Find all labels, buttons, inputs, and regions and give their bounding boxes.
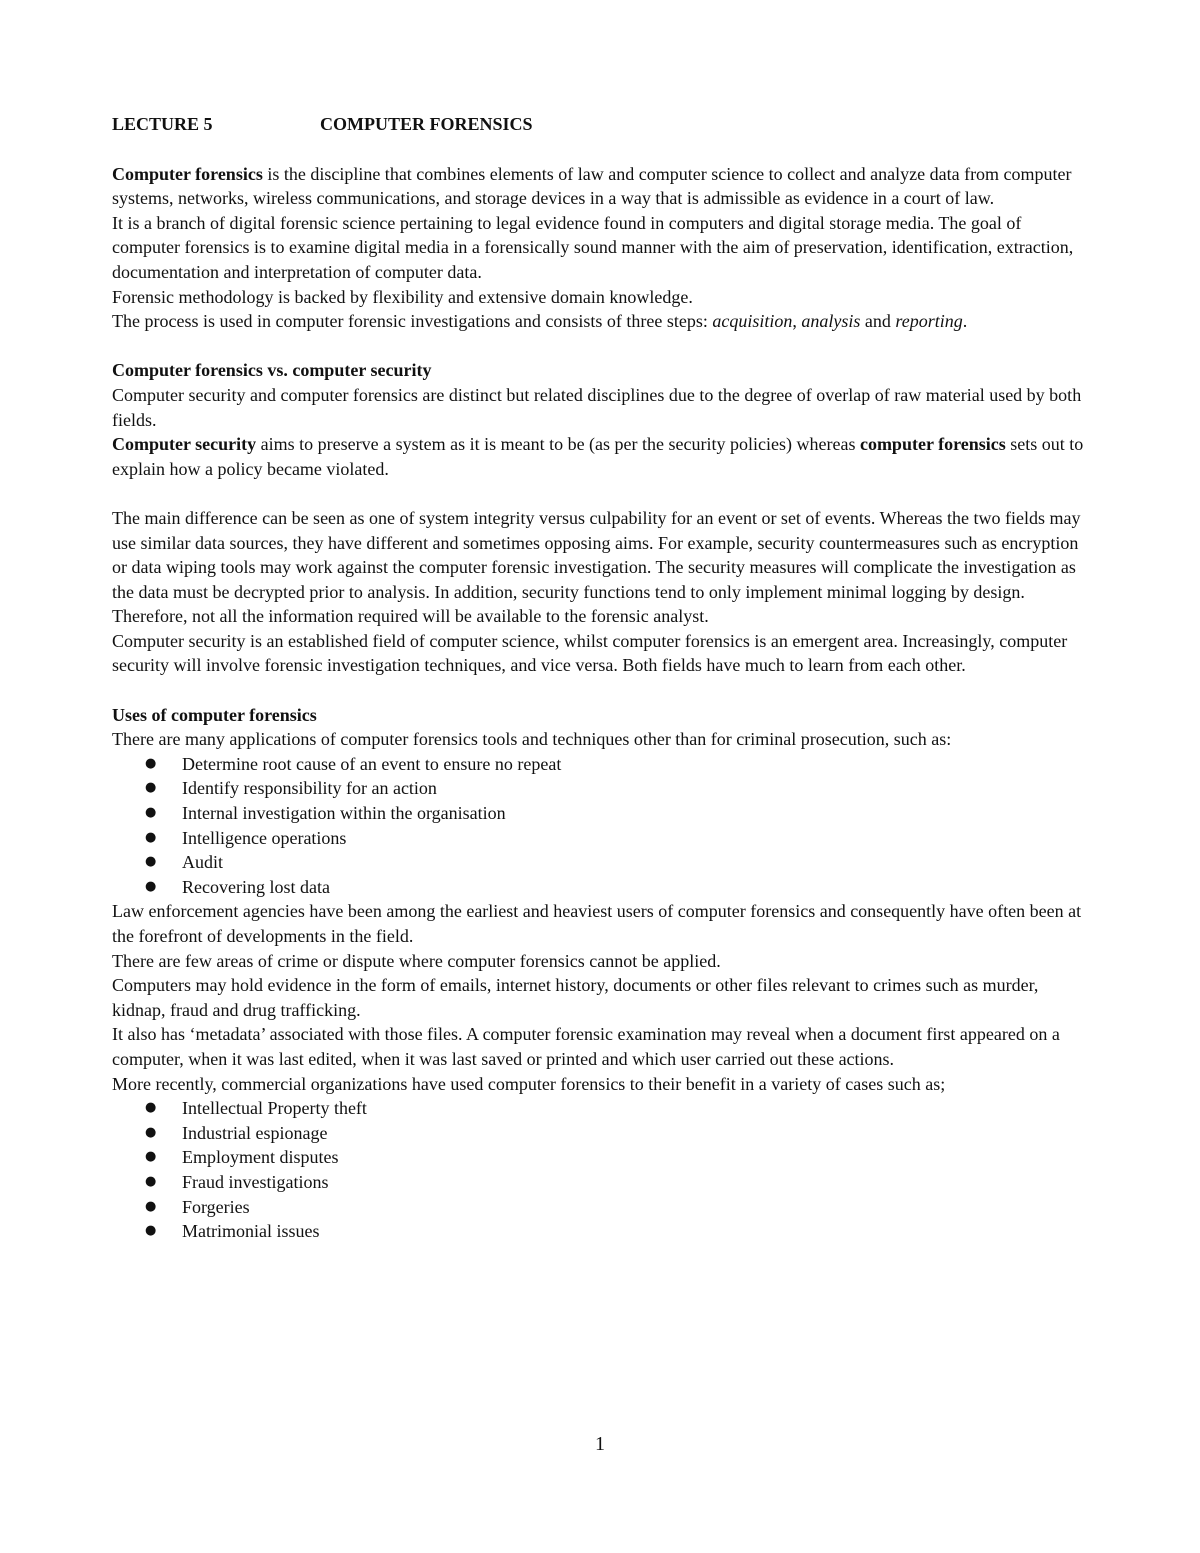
list-item: ● Audit xyxy=(112,850,1092,875)
bullet-icon: ● xyxy=(145,1149,157,1165)
uses-paragraph-1: Law enforcement agencies have been among the earliest and heaviest users of computer forensics and consequently have often been at the forefront of developments in the field. xyxy=(112,901,1082,946)
bullet-icon: ● xyxy=(145,1124,157,1140)
lecture-number: LECTURE 5 xyxy=(112,114,213,134)
bullet-icon: ● xyxy=(145,854,157,870)
security-paragraph-1: Computer security and computer forensics are distinct but related disciplines due to the degree of overlap of raw material used by both fields. xyxy=(112,384,1082,430)
list-item: ● Industrial espionage xyxy=(112,1121,1092,1146)
step-acquisition: acquisition xyxy=(712,311,793,332)
term-computer-forensics: Computer forensics xyxy=(112,163,263,184)
bullet-icon: ● xyxy=(145,1223,157,1239)
document-header xyxy=(112,112,1092,137)
commercial-cases-list xyxy=(112,1096,1092,1244)
list-item: ● Recovering lost data xyxy=(112,875,1092,900)
list-item: ● Matrimonial issues xyxy=(112,1219,1092,1244)
bullet-icon: ● xyxy=(145,755,157,771)
intro-paragraph-1: Computer forensics is the discipline that combines elements of law and computer science to collect and analyze data from computer systems, networks, wireless communications, and storage devices in a way that is admissible as evidence in a court of law. xyxy=(112,163,1072,209)
uses-paragraph-3: Computers may hold evidence in the form of emails, internet history, documents or other files relevant to crimes such as murder, kidnap, fraud and drug trafficking. xyxy=(112,975,1039,1020)
bullet-icon: ● xyxy=(145,829,157,845)
bullet-icon: ● xyxy=(145,878,157,894)
uses-list xyxy=(112,752,1092,900)
intro-paragraph-4: The process is used in computer forensic investigations and consists of three steps: acquisition, analysis and reporting. xyxy=(112,311,968,332)
section-heading-security: Computer forensics vs. computer security xyxy=(112,360,432,381)
document-page xyxy=(112,112,1092,1244)
bullet-icon: ● xyxy=(145,1198,157,1214)
list-item: ● Intelligence operations xyxy=(112,826,1092,851)
uses-paragraph-2: There are few areas of crime or dispute where computer forensics cannot be applied. xyxy=(112,950,721,971)
spacer xyxy=(112,481,1092,506)
step-analysis: analysis xyxy=(801,311,861,332)
list-item: ● Forgeries xyxy=(112,1195,1092,1220)
uses-paragraph-4: It also has ‘metadata’ associated with those files. A computer forensic examination may reveal when a document first appeared on a computer, when it was last edited, when it was last saved or printed and which user carried out these actions. xyxy=(112,1024,1060,1069)
spacer xyxy=(112,334,1092,359)
spacer xyxy=(112,678,1092,703)
list-item: ● Internal investigation within the organisation xyxy=(112,801,1092,826)
section-heading-uses: Uses of computer forensics xyxy=(112,704,317,725)
intro-paragraph-2: It is a branch of digital forensic science pertaining to legal evidence found in computers and digital storage media. The goal of computer forensics is to examine digital media in a forensically sound manner with the aim of preservation, identification, extraction, documentation and interpretation of computer data. xyxy=(112,212,1074,282)
list-item: ● Employment disputes xyxy=(112,1145,1092,1170)
list-item: ● Determine root cause of an event to ensure no repeat xyxy=(112,752,1092,777)
list-item: ● Fraud investigations xyxy=(112,1170,1092,1195)
uses-paragraph-5: More recently, commercial organizations have used computer forensics to their benefit in a variety of cases such as; xyxy=(112,1073,946,1094)
step-reporting: reporting xyxy=(895,311,963,332)
intro-paragraph-3: Forensic methodology is backed by flexibility and extensive domain knowledge. xyxy=(112,286,693,307)
document-title: COMPUTER FORENSICS xyxy=(320,114,533,134)
bullet-icon: ● xyxy=(145,1100,157,1116)
uses-intro-paragraph: There are many applications of computer forensics tools and techniques other than for criminal prosecution, such as: xyxy=(112,729,952,750)
term-computer-security: Computer security xyxy=(112,434,257,455)
list-item: ● Identify responsibility for an action xyxy=(112,776,1092,801)
list-item: ● Intellectual Property theft xyxy=(112,1096,1092,1121)
security-paragraph-3: The main difference can be seen as one of system integrity versus culpability for an event or set of events. Whereas the two fields may use similar data sources, they have different and sometimes opposing aims. For example, security countermeasures such as encryption or data wiping tools may work against the computer forensic investigation. The security measures will complicate the investigation as the data must be decrypted prior to analysis. In addition, security functions tend to only implement minimal logging by design. Therefore, not all the information required will be available to the forensic analyst. xyxy=(112,507,1081,627)
security-paragraph-4: Computer security is an established field of computer science, whilst computer forensics is an emergent area. Increasingly, computer security will involve forensic investigation techniques, and vice versa. Both fields have much to learn from each other. xyxy=(112,630,1068,676)
bullet-icon: ● xyxy=(145,1173,157,1189)
page-number: 1 xyxy=(595,1433,605,1455)
bullet-icon: ● xyxy=(145,780,157,796)
term-computer-forensics: computer forensics xyxy=(859,434,1006,455)
bullet-icon: ● xyxy=(145,805,157,821)
security-paragraph-2: Computer security aims to preserve a system as it is meant to be (as per the security policies) whereas computer forensics sets out to explain how a policy became violated. xyxy=(112,434,1084,479)
